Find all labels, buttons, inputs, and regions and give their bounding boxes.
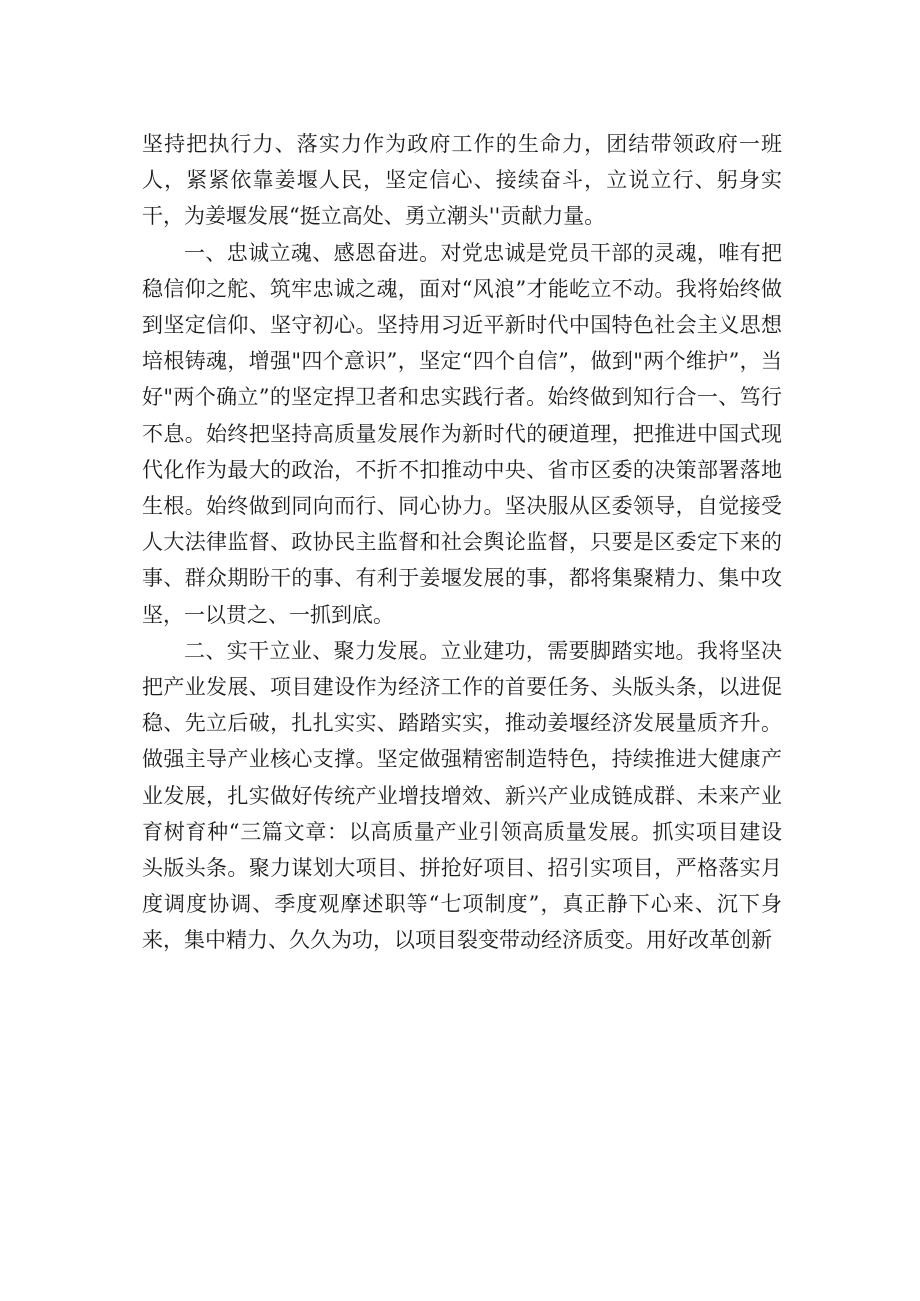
paragraph-section-two: 二、实干立业、聚力发展。立业建功，需要脚踏实地。我将坚决把产业发展、项目建设作为经济工作的首要任务、头版头条，以进促稳、先立后破，扎扎实实、踏踏实实，推动姜堰经济发展量质齐升。做强主导产业核心支撑。坚定做强精密制造特色，持续推进大健康产业发展，扎实做好传统产业增技增效、新兴产业成链成群、未来产业育树育种“三篇文章：以高质量产业引领高质量发展。抓实项目建设头版头条。聚力谋划大项目、拼抢好项目、招引实项目，严格落实月度调度协调、季度观摩述职等“七项制度”，真正静下心来、沉下身来，集中精力、久久为功，以项目裂变带动经济质变。用好改革创新 xyxy=(142,638,782,953)
paragraph-section-one: 一、忠诚立魂、感恩奋进。对党忠诚是党员干部的灵魂，唯有把稳信仰之舵、筑牢忠诚之魂，面对“风浪”才能屹立不动。我将始终做到坚定信仰、坚守初心。坚持用习近平新时代中国特色社会主义思想培根铸魂，增强"四个意识”，坚定“四个自信”，做到"两个维护”，当好"两个确立”的坚定捍卫者和忠实践行者。始终做到知行合一、笃行不息。始终把坚持高质量发展作为新时代的硬道理，把推进中国式现代化作为最大的政治，不折不扣推动中央、省市区委的决策部署落地生根。始终做到同向而行、同心协力。坚决服从区委领导，自觉接受人大法律监督、政协民主监督和社会舆论监督，只要是区委定下来的事、群众期盼干的事、有利于姜堰发展的事，都将集聚精力、集中攻坚，一以贯之、一抓到底。 xyxy=(142,240,782,627)
paragraph-continuation: 坚持把执行力、落实力作为政府工作的生命力，团结带领政府一班人，紧紧依靠姜堰人民，坚定信心、接续奋斗，立说立行、躬身实干，为姜堰发展“挺立高处、勇立潮头''贡献力量。 xyxy=(142,132,782,229)
document-body xyxy=(142,126,782,959)
